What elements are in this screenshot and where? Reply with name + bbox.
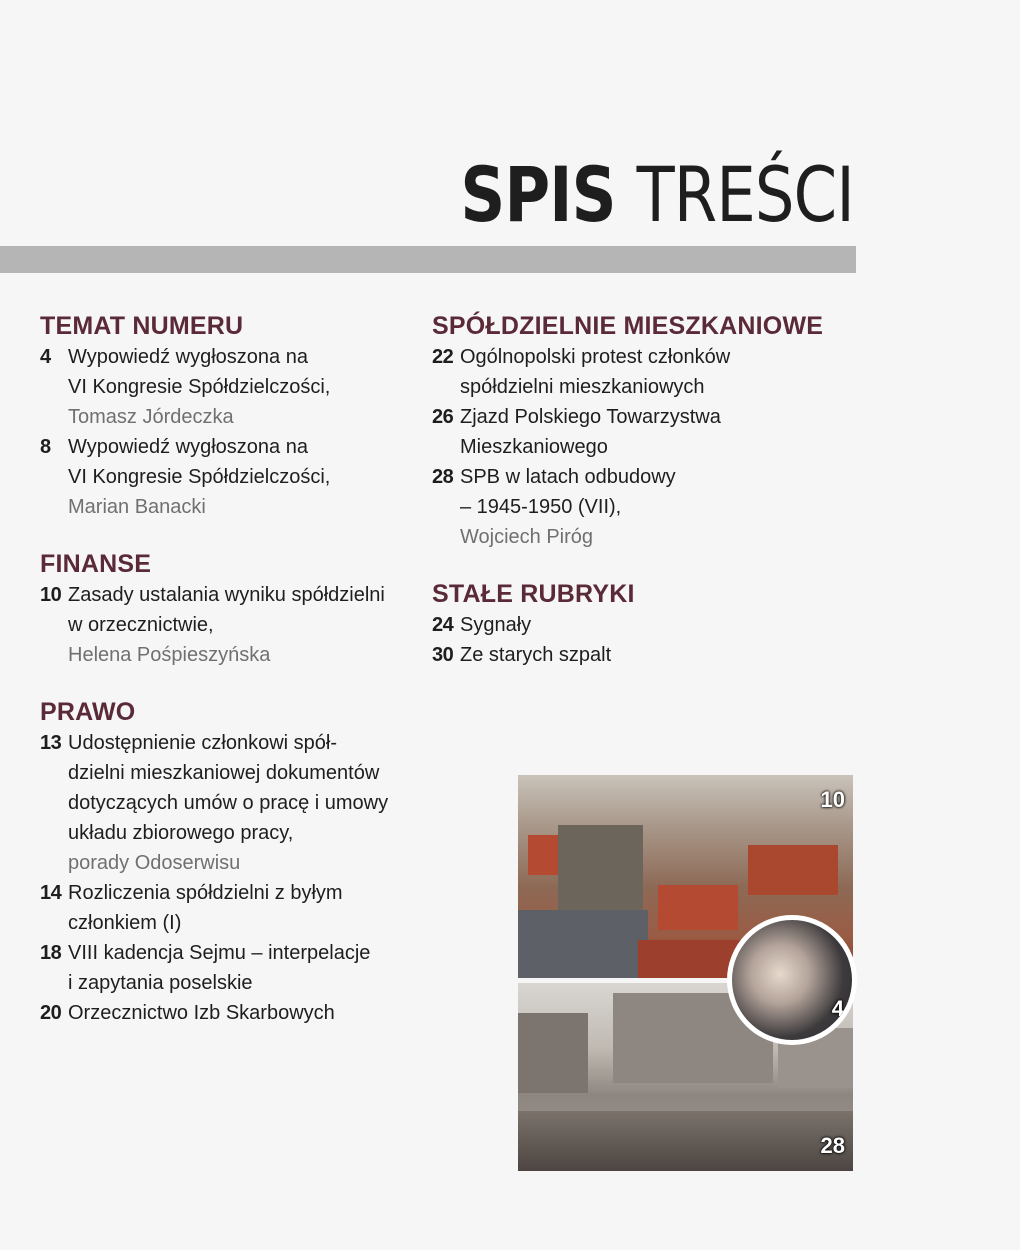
photo-congress-circle[interactable] xyxy=(727,915,857,1045)
title-bold: SPIS xyxy=(460,150,616,239)
entry-title-line: SPB w latach odbudowy xyxy=(460,466,676,488)
toc-entry[interactable] xyxy=(432,640,832,670)
entry-title-line: i zapytania poselskie xyxy=(68,972,253,994)
entry-title-line: Ogólnopolski protest członków xyxy=(460,346,731,368)
page-badge-28: 28 xyxy=(820,1133,845,1158)
toc-entry[interactable] xyxy=(432,610,832,640)
entry-title-line: układu zbiorowego pracy, xyxy=(68,822,294,844)
entry-title-line: w orzecznictwie, xyxy=(68,614,214,636)
entry-title-line: Mieszkaniowego xyxy=(460,436,608,458)
entry-title-line: VI Kongresie Spółdzielczości, xyxy=(68,376,331,398)
section-title: PRAWO xyxy=(40,698,136,726)
entry-author: Marian Banacki xyxy=(68,496,206,518)
page-number: 28 xyxy=(432,466,454,488)
left-column xyxy=(40,310,410,1054)
toc-section xyxy=(40,310,410,522)
section-title: STAŁE RUBRYKI xyxy=(432,580,635,608)
entry-title-line: Zjazd Polskiego Towarzystwa xyxy=(460,406,721,428)
entry-title-line: dotyczących umów o pracę i umowy xyxy=(68,792,389,814)
entry-author: porady Odoserwisu xyxy=(68,852,241,874)
page-number: 20 xyxy=(40,1002,62,1024)
page-badge-4: 4 xyxy=(831,996,844,1021)
entry-title-line: Wypowiedź wygłoszona na xyxy=(68,346,308,368)
entry-title-line: spółdzielni mieszkaniowych xyxy=(460,376,705,398)
toc-entry[interactable] xyxy=(432,342,832,402)
entry-title-line: Orzecznictwo Izb Skarbowych xyxy=(68,1002,335,1024)
toc-entry[interactable] xyxy=(432,462,832,552)
entry-title-line: VIII kadencja Sejmu – interpelacje xyxy=(68,942,371,964)
entry-title-line: Rozliczenia spółdzielni z byłym xyxy=(68,882,343,904)
entry-title-line: Udostępnienie członkowi spół- xyxy=(68,732,338,754)
right-column xyxy=(432,310,832,696)
entry-title-line: – 1945-1950 (VII), xyxy=(460,496,622,518)
toc-entry[interactable] xyxy=(40,998,410,1028)
section-title: FINANSE xyxy=(40,550,152,578)
entry-author: Wojciech Piróg xyxy=(460,526,594,548)
page-number: 18 xyxy=(40,942,62,964)
entry-author: Tomasz Jórdeczka xyxy=(68,406,234,428)
photo-collage xyxy=(518,775,853,1171)
toc-section xyxy=(432,578,832,670)
toc-entry[interactable] xyxy=(40,580,410,670)
entry-title-line: Wypowiedź wygłoszona na xyxy=(68,436,308,458)
page-number: 4 xyxy=(40,346,51,368)
header-divider-bar xyxy=(0,246,856,273)
page-number: 8 xyxy=(40,436,51,458)
toc-entry[interactable] xyxy=(432,402,832,462)
entry-title-line: Sygnały xyxy=(460,614,532,636)
page-badge-10: 10 xyxy=(820,787,845,812)
section-title: TEMAT NUMERU xyxy=(40,312,244,340)
entry-author: Helena Pośpieszyńska xyxy=(68,644,271,666)
toc-entry[interactable] xyxy=(40,878,410,938)
entry-title-line: Zasady ustalania wyniku spółdzielni xyxy=(68,584,385,606)
entry-title-line: Ze starych szpalt xyxy=(460,644,612,666)
entry-title-line: VI Kongresie Spółdzielczości, xyxy=(68,466,331,488)
entry-title-line: dzielni mieszkaniowej dokumentów xyxy=(68,762,380,784)
page-number: 10 xyxy=(40,584,62,606)
toc-entry[interactable] xyxy=(40,938,410,998)
page-number: 13 xyxy=(40,732,62,754)
page-title xyxy=(460,150,854,240)
toc-entry[interactable] xyxy=(40,728,410,878)
title-light: TREŚCI xyxy=(636,150,854,239)
page-number: 24 xyxy=(432,614,454,636)
toc-section xyxy=(432,310,832,552)
page-number: 26 xyxy=(432,406,454,428)
page-number: 14 xyxy=(40,882,62,904)
section-title: SPÓŁDZIELNIE MIESZKANIOWE xyxy=(432,312,824,340)
entry-title-line: członkiem (I) xyxy=(68,912,182,934)
toc-section xyxy=(40,548,410,670)
toc-entry[interactable] xyxy=(40,342,410,432)
toc-entry[interactable] xyxy=(40,432,410,522)
toc-section xyxy=(40,696,410,1028)
page-number: 22 xyxy=(432,346,454,368)
page-number: 30 xyxy=(432,644,454,666)
